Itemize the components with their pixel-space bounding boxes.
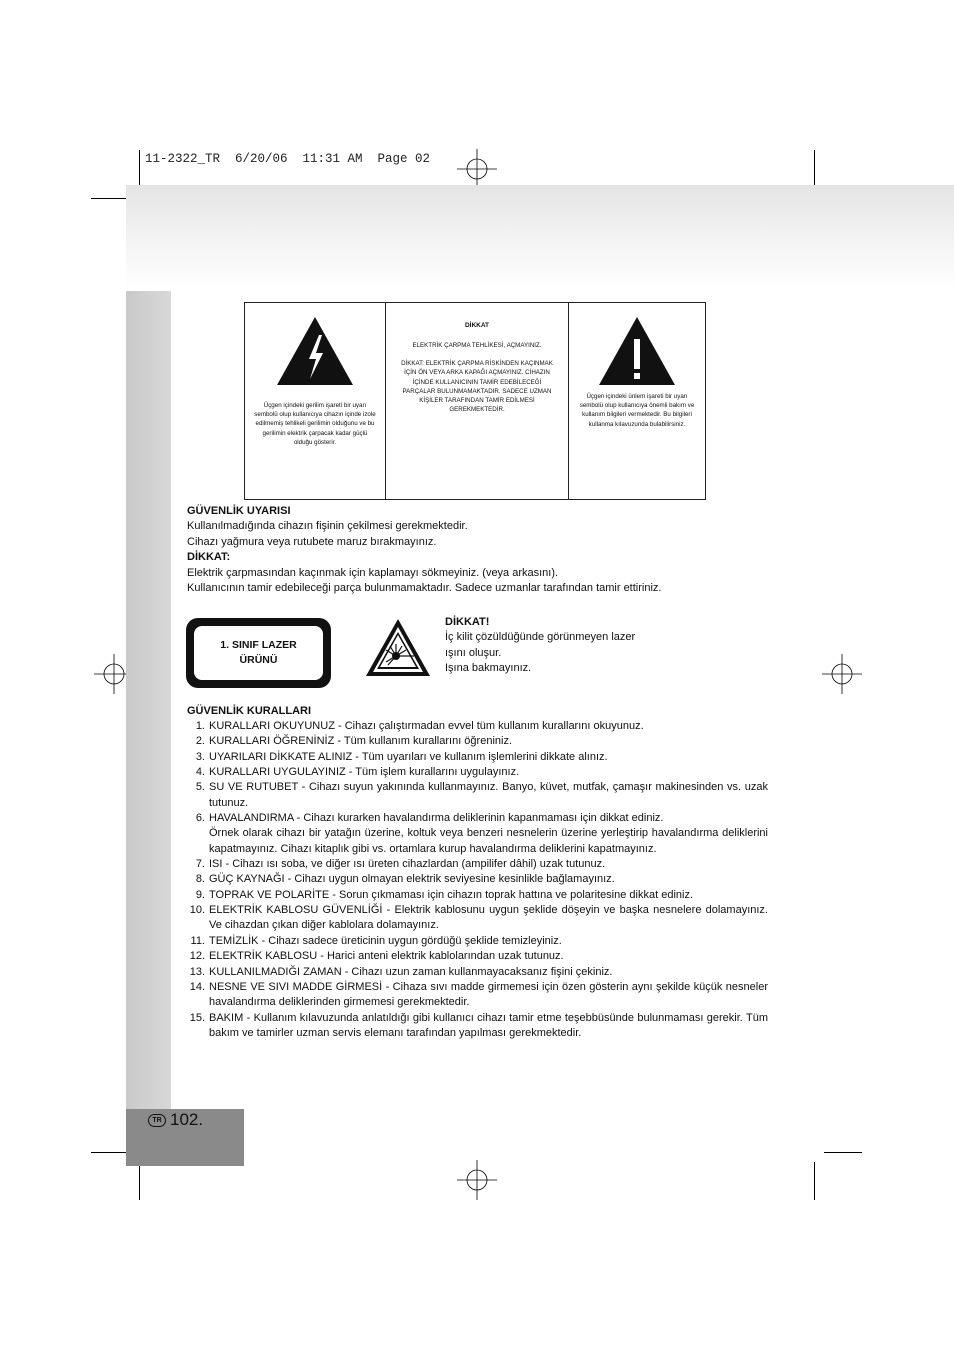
- warning-line-1: ELEKTRİK ÇARPMA TEHLİKESİ, AÇMAYINIZ.: [412, 342, 542, 349]
- safety-warning-title: GÜVENLİK UYARISI: [187, 505, 291, 517]
- list-item-text: HAVALANDIRMA - Cihazı kurarken havalandırma deliklerinin kapanmaması için dikkat ediniz.: [209, 812, 664, 825]
- header-band: [126, 185, 954, 289]
- exclamation-warning-icon: [597, 315, 677, 387]
- laser-caution-line: ışını oluşur.: [445, 646, 502, 659]
- list-item: 4. KURALLARI UYGULAYINIZ - Tüm işlem kurallarını uygulayınız.: [195, 766, 520, 779]
- side-band: [126, 291, 171, 1109]
- laser-warning-icon: [364, 617, 432, 679]
- printer-slug: 11-2322_TR 6/20/06 11:31 AM Page 02: [145, 152, 431, 166]
- crop-mark: [139, 1162, 140, 1200]
- caution-title: DİKKAT:: [187, 551, 231, 564]
- rules-list: [187, 719, 768, 1041]
- list-item: 7. ISI - Cihazı ısı soba, ve diğer ısı üreten cihazlardan (ampilifer dâhil) uzak tutunuz.: [195, 858, 606, 871]
- laser-caution-line: İç kilit çözüldüğünde görünmeyen lazer: [445, 631, 636, 644]
- laser-caution-title: DİKKAT!: [445, 616, 490, 628]
- list-item: 13. KULLANILMADIĞI ZAMAN - Cihazı uzun zaman kullanmayacaksanız fişini çekiniz.: [189, 965, 613, 978]
- laser-label-line: 1. SINIF LAZER: [220, 639, 297, 651]
- list-item: 12. ELEKTRİK KABLOSU - Harici anteni elektrik kablolarından uzak tutunuz.: [189, 950, 564, 963]
- laser-caution: [445, 615, 705, 677]
- list-item: 10. ELEKTRİK KABLOSU GÜVENLİĞİ - Elektrik kablosunu uygun şeklide döşeyin ve başka nesnelere dolamayınız. Ve cihazdan çıkan diğer kablolara dolamayınız.: [189, 904, 768, 932]
- rules-title: GÜVENLİK KURALLARI: [187, 705, 312, 717]
- crop-mark: [814, 150, 815, 188]
- exclamation-caption: Üçgen içindeki ünlem işareti bir uyarı sembolü olup kullanıcıya önemli bakım ve kullanım bilgileri vermektedir. Bu bilgileri kullanma kılavuzunda bulabilirsiniz.: [579, 393, 695, 428]
- list-item-extra: Örnek olarak cihazı bir yatağın üzerine, koltuk veya benzeri nesnelerin üzerine yerleştirip havalandırma deliklerini kapatmayınız. Cihazı kitaplık gibi vs. ortamlara kurup havalandırma deliklerini kapatmayınız.: [209, 827, 768, 855]
- caution-line: Elektrik çarpmasından kaçınmak için kaplamayı sökmeyiniz. (veya arkasını).: [187, 566, 559, 579]
- warning-left-cell: [245, 303, 386, 499]
- page-number-text: 102.: [170, 1110, 204, 1129]
- warning-right-cell: [569, 303, 705, 499]
- lightning-warning-icon: [275, 315, 355, 387]
- safety-warning-section: [187, 504, 787, 596]
- crop-mark: [139, 150, 140, 188]
- crop-mark: [91, 1152, 129, 1153]
- registration-mark-icon: [457, 149, 497, 189]
- crop-mark: [814, 1162, 815, 1200]
- crop-mark: [824, 1152, 862, 1153]
- language-badge: TR: [148, 1114, 166, 1127]
- list-item: 14. NESNE VE SIVI MADDE GİRMESİ - Cihaza sıvı madde girmemesi için özen gösterin aynı şekilde küçük nesneler havalandırma deliklerinden girmemesi gerekmektedir.: [189, 980, 768, 1009]
- list-item: 9. TOPRAK VE POLARİTE - Sorun çıkmaması için cihazın toprak hattına ve polaritesine dikkat ediniz.: [195, 888, 694, 901]
- page-number: [148, 1110, 203, 1130]
- lightning-caption: Üçgen içindeki gerilim işareti bir uyarı sembolü olup kullanıcıya cihazın içinde izole edilmemiş tehlikeli gerilimin olduğunu ve bu gerilimin elektrik çarpacak kadar güçlü olduğu gösterir.: [254, 402, 376, 446]
- laser-caution-line: Işına bakmayınız.: [445, 662, 532, 675]
- list-item: 11. TEMİZLİK - Cihazı sadece üreticinin uygun gördüğü şeklide temizleyiniz.: [190, 934, 562, 947]
- caution-line: Kullanıcının tamir edebileceği parça bulunmamaktadır. Sadece uzmanlar tarafından tamir ettiriniz.: [187, 582, 662, 595]
- safety-warning-line: Kullanılmadığında cihazın fişinin çekilmesi gerekmektedir.: [187, 520, 468, 533]
- crop-mark: [91, 198, 129, 199]
- registration-mark-icon: [822, 654, 862, 694]
- list-item: 15. BAKIM - Kullanım kılavuzunda anlatıldığı gibi kullanıcı cihazı tamir etme teşebbüsünde bulunmaması gerekir. Tüm bakım ve tamirler uzman servis elemanı tarafından yapılması gerekmektedir.: [189, 1011, 768, 1039]
- warning-text: [398, 341, 556, 414]
- list-item: 1. KURALLARI OKUYUNUZ - Cihazı çalıştırmadan evvel tüm kullanım kurallarını okuyunuz.: [195, 720, 644, 732]
- registration-mark-icon: [457, 1160, 497, 1200]
- list-item: 6. HAVALANDIRMA - Cihazı kurarken havalandırma deliklerinin kapanmaması için dikkat ediniz. Örnek olarak cihazı bir yatağın üzerine, koltuk veya benzeri nesnelerin üzerine yerleştirip havalandırma deliklerini kapatmayınız. Cihazı kitaplık gibi vs. ortamlara kurup havalandırma deliklerini kapatmayınız.: [187, 811, 768, 857]
- list-item: 2. KURALLARI ÖĞRENİNİZ - Tüm kullanım kurallarını öğreniniz.: [195, 735, 512, 748]
- warning-box: [244, 302, 706, 500]
- list-item: 8. GÜÇ KAYNAĞI - Cihazı uygun olmayan elektrik seviyesine kesinlikle bağlamayınız.: [195, 873, 615, 886]
- warning-middle-cell: [386, 303, 569, 499]
- warning-title: DİKKAT: [464, 322, 490, 329]
- list-item: 5. SU VE RUTUBET - Cihazı suyun yakınında kullanmayınız. Banyo, küvet, mutfak, çamaşır makinesinden vs. uzak tutunuz.: [195, 781, 768, 809]
- warning-line-2: DİKKAT: ELEKTRİK ÇARPMA RİSKİNDEN KAÇINMAK İÇİN ÖN VEYA ARKA KAPAĞI AÇMAYINIZ. CİHAZIN İÇİNDE KULLANICININ TAMİR EDEBİLECEĞİ PARÇALAR BULUNMAMAKTADIR. SADECE UZMAN KİŞİLER TARAFINDAN TAMİR EDİLMESİ GEREKMEKTEDİR.: [401, 360, 553, 414]
- safety-warning-line: Cihazı yağmura veya rutubete maruz bırakmayınız.: [187, 535, 437, 548]
- laser-label-line: ÜRÜNÜ: [239, 654, 278, 666]
- laser-class-label: [186, 618, 331, 688]
- list-item: 3. UYARILARI DİKKATE ALINIZ - Tüm uyarıları ve kullanım işlemlerini dikkate alınız.: [195, 750, 608, 763]
